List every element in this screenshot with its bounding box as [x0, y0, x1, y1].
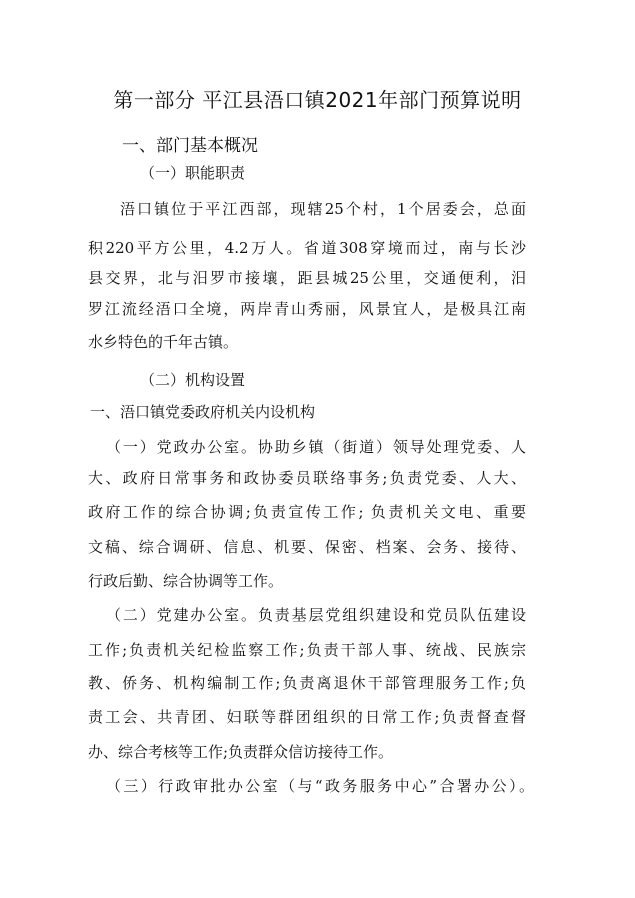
list-item-line: 文稿、综合调研、信息、机要、保密、档案、会务、接待、 [88, 538, 526, 556]
subsection-heading-functions: （一）职能职责 [140, 164, 246, 182]
subsection-heading-organization: （二）机构设置 [140, 371, 246, 389]
list-item-line: 办、综合考核等工作;负责群众信访接待工作。 [88, 743, 394, 761]
paragraph-line: 水乡特色的千年古镇。 [88, 333, 239, 351]
list-heading-internal-institutions: 一、浯口镇党委政府机关内设机构 [90, 403, 316, 421]
paragraph-line: 积220平方公里，4.2万人。省道308穿境而过，南与长沙 [88, 239, 526, 257]
list-item-line: 大、政府日常事务和政协委员联络事务;负责党委、人大、 [88, 469, 526, 487]
list-item-line: （一）党政办公室。协助乡镇（街道）领导处理党委、人 [106, 438, 526, 456]
list-item-line: 教、侨务、机构编制工作;负责离退休干部管理服务工作;负 [88, 674, 526, 692]
list-item-line: 行政后勤、综合协调等工作。 [88, 572, 284, 590]
document-title: 第一部分 平江县浯口镇2021年部门预算说明 [113, 88, 522, 112]
paragraph-line: 罗江流经浯口全境，两岸青山秀丽，风景宜人，是极具江南 [88, 300, 526, 318]
list-item-line: （三）行政审批办公室（与“政务服务中心”合署办公）。 [106, 777, 534, 795]
paragraph-line: 浯口镇位于平江西部，现辖25个村，1个居委会，总面 [120, 200, 526, 218]
paragraph-line: 县交界，北与汨罗市接壤，距县城25公里，交通便利，汨 [88, 269, 526, 287]
section-heading-basic-overview: 一、部门基本概况 [122, 136, 258, 156]
list-item-line: 工作;负责机关纪检监察工作;负责干部人事、统战、民族宗 [88, 641, 526, 659]
list-item-line: 政府工作的综合协调;负责宣传工作; 负责机关文电、重要 [88, 503, 526, 521]
list-item-line: 责工会、共青团、妇联等群团组织的日常工作;负责督查督 [88, 708, 526, 726]
list-item-line: （二）党建办公室。负责基层党组织建设和党员队伍建设 [106, 606, 526, 624]
